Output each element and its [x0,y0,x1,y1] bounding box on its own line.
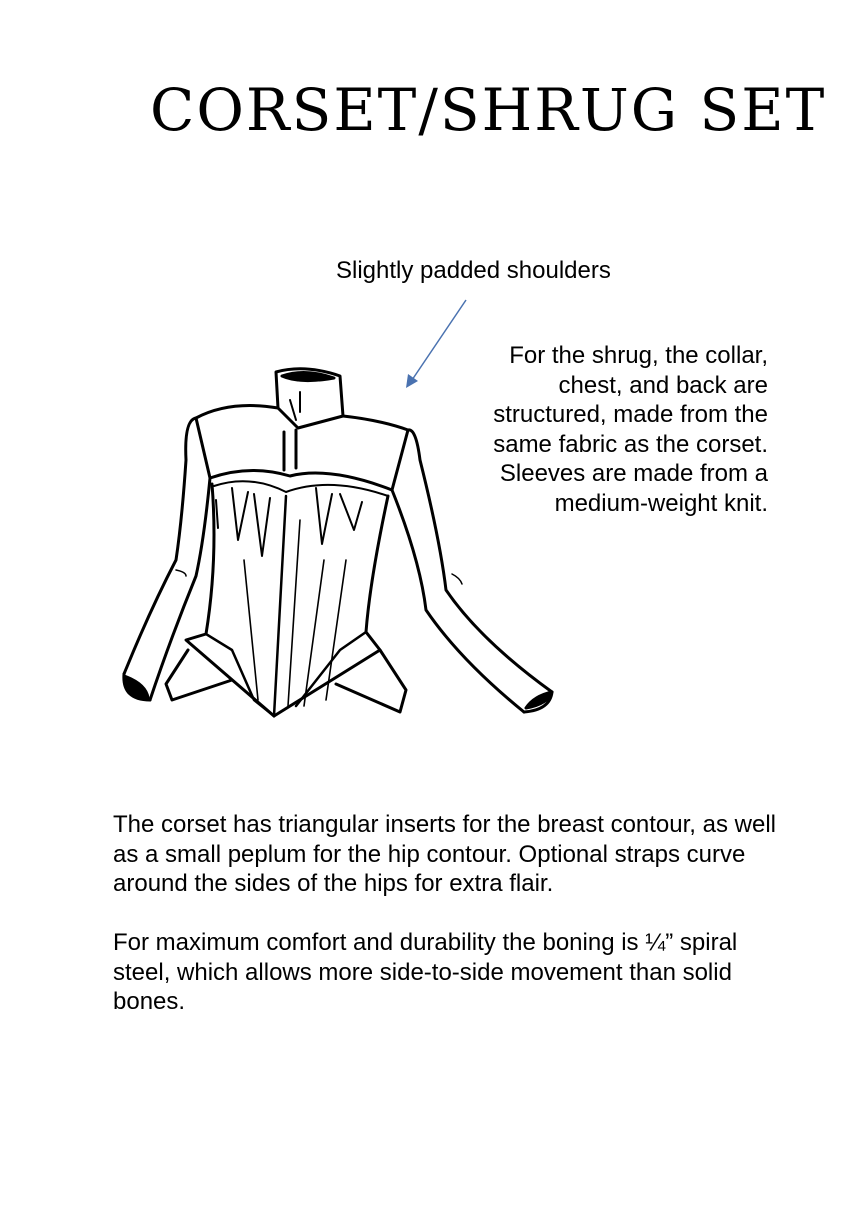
corset-description: The corset has triangular inserts for the breast contour, as well as a small peplum for the hip contour. Optional straps curve around the sides of the hips for extra flair. [113,811,776,897]
arrow-pointer-icon [406,300,466,388]
shrug-description: For the shrug, the collar, chest, and back are structured, made from the same fabric as the corset. Sleeves are made from a medium-weight knit. [493,342,768,517]
page-title: CORSET/SHRUG SET [150,76,827,144]
corset-shrug-illustration [100,290,580,730]
shoulder-annotation: Slightly padded shoulders [336,257,611,284]
boning-description: For maximum comfort and durability the boning is ¼” spiral steel, which allows more side-to-side movement than solid bones. [113,929,738,1015]
